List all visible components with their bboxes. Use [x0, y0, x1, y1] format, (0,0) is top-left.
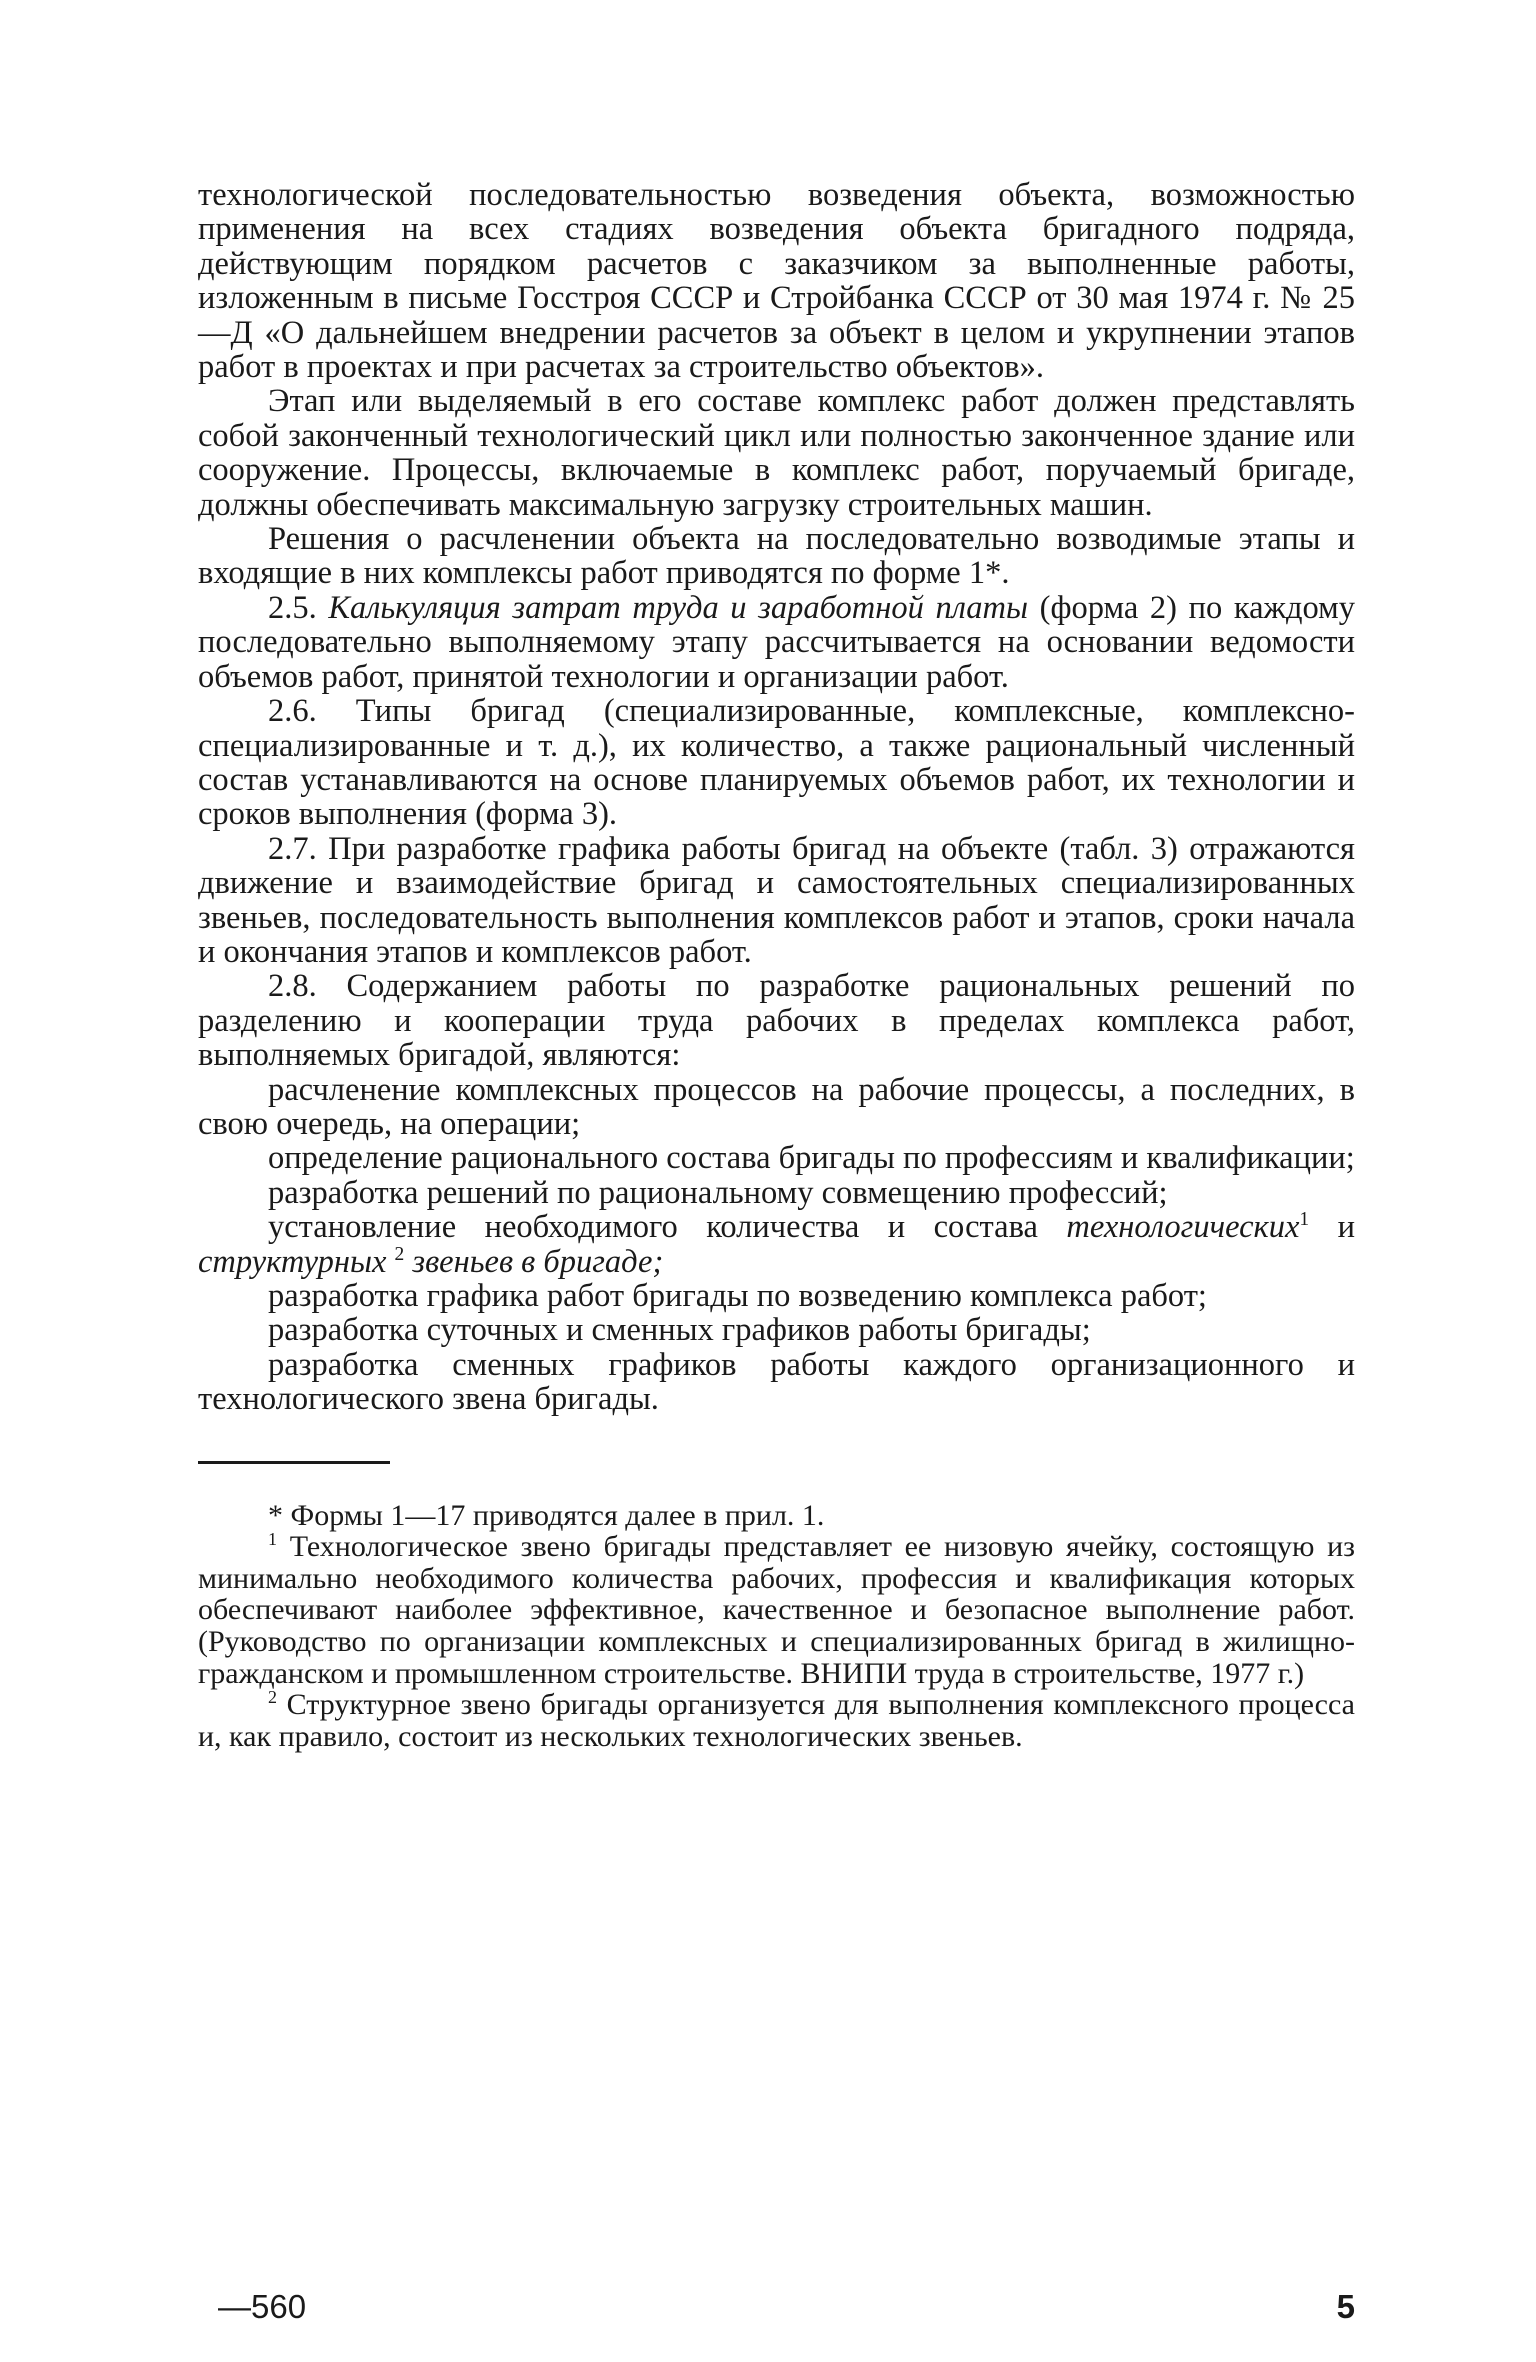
list-item: разработка сменных графиков работы каждого организационного и технологического звена бригады. — [198, 1346, 1355, 1418]
section-2-5-number: 2.5. — [268, 589, 317, 626]
list-item-links: установление необходимого количества и состава технологических$^1$ и структурных $^2$ звеньев в бригаде; — [198, 1209, 1355, 1280]
list-item: определение рационального состава бригады по профессиям и квалификации; — [268, 1140, 1355, 1177]
print-signature: —560 — [218, 2288, 307, 2325]
paragraph-decisions: Решения о расчленении объекта на последовательно возводимые этапы и входящие в них комплексы работ приводятся по форме 1*. — [198, 521, 1355, 592]
italic-links-end: звеньев в бригаде; — [412, 1243, 664, 1280]
italic-structural: структурных — [198, 1243, 387, 1280]
footnote-1: $^1$ Технологическое звено бригады представляет ее низовую ячейку, состоящую из минимально необходимого количества рабочих, профессия и квалификация которых обеспечивают наиболее эффективное, качественное и безопасное выполнение работ. (Руководство по организации комплексных и специализированных бригад в жилищно-гражданском и промышленном строительстве. ВНИПИ труда в строительстве, 1977 г.) — [198, 1529, 1356, 1690]
section-2-5 — [198, 591, 1355, 694]
section-2-8: 2.8. Содержанием работы по разработке рациональных решений по разделению и кооперации труда рабочих в пределах комплекса работ, выполняемых бригадой, являются: — [198, 968, 1355, 1074]
page-number: 5 — [1336, 2288, 1355, 2325]
italic-technological: технологических — [1066, 1209, 1300, 1246]
paragraph-continuation: технологической последовательностью возведения объекта, возможностью применения на всех стадиях возведения объекта бригадного подряда, действующим порядком расчетов с заказчиком за выполненные работы, изложенным в письме Госстроя СССР и Стройбанка СССР от 30 мая 1974 г. № 25—Д «О дальнейшем внедрении расчетов за объект в целом и укрупнении этапов работ в проектах и при расчетах за строительство объектов». — [198, 177, 1355, 386]
footnote-ref-2: 2 — [394, 1243, 405, 1265]
footnote-star: * Формы 1—17 приводятся далее в прил. 1. — [268, 1498, 825, 1532]
footnote-ref-1: 1 — [1299, 1209, 1310, 1231]
page-content — [198, 177, 1356, 2325]
section-2-5-italic: Калькуляция затрат труда и заработной платы — [328, 589, 1029, 626]
section-2-6: 2.6. Типы бригад (специализированные, комплексные, комплексно-специализированные и т. д.), их количество, а также рациональный численный состав устанавливаются на основе планируемых объемов работ, их технологии и сроков выполнения (форма 3). — [198, 693, 1355, 833]
page-footer — [198, 2288, 1355, 2328]
list-item: разработка графика работ бригады по возведению комплекса работ; — [268, 1278, 1207, 1314]
section-2-7: 2.7. При разработке графика работы бригад на объекте (табл. 3) отражаются движение и взаимодействие бригад и самостоятельных специализированных звеньев, последовательность выполнения комплексов работ и этапов, сроки начала и окончания этапов и комплексов работ. — [198, 830, 1355, 970]
section-2-5-text: (форма 2) по каждому последовательно выполняемому этапу рассчитывается на основании ведомости объемов работ, принятой технологии и организации работ. — [198, 589, 1355, 695]
main-text — [198, 178, 1355, 1417]
list-item: расчленение комплексных процессов на рабочие процессы, а последних, в свою очередь, на операции; — [198, 1071, 1355, 1142]
footnotes — [198, 1500, 1355, 1753]
paragraph-stage: Этап или выделяемый в его составе комплекс работ должен представлять собой законченный технологический цикл или полностью законченное здание или сооружение. Процессы, включаемые в комплекс работ, поручаемый бригаде, должны обеспечивать максимальную загрузку строительных машин. — [198, 383, 1355, 523]
list-item: разработка суточных и сменных графиков работы бригады; — [268, 1312, 1091, 1349]
footnote-2: $^2$ Структурное звено бригады организуется для выполнения комплексного процесса и, как правило, состоит из нескольких технологических звеньев. — [198, 1687, 1355, 1753]
list-item: разработка решений по рациональному совмещению профессий; — [268, 1174, 1168, 1211]
footnote-separator — [198, 1461, 390, 1464]
